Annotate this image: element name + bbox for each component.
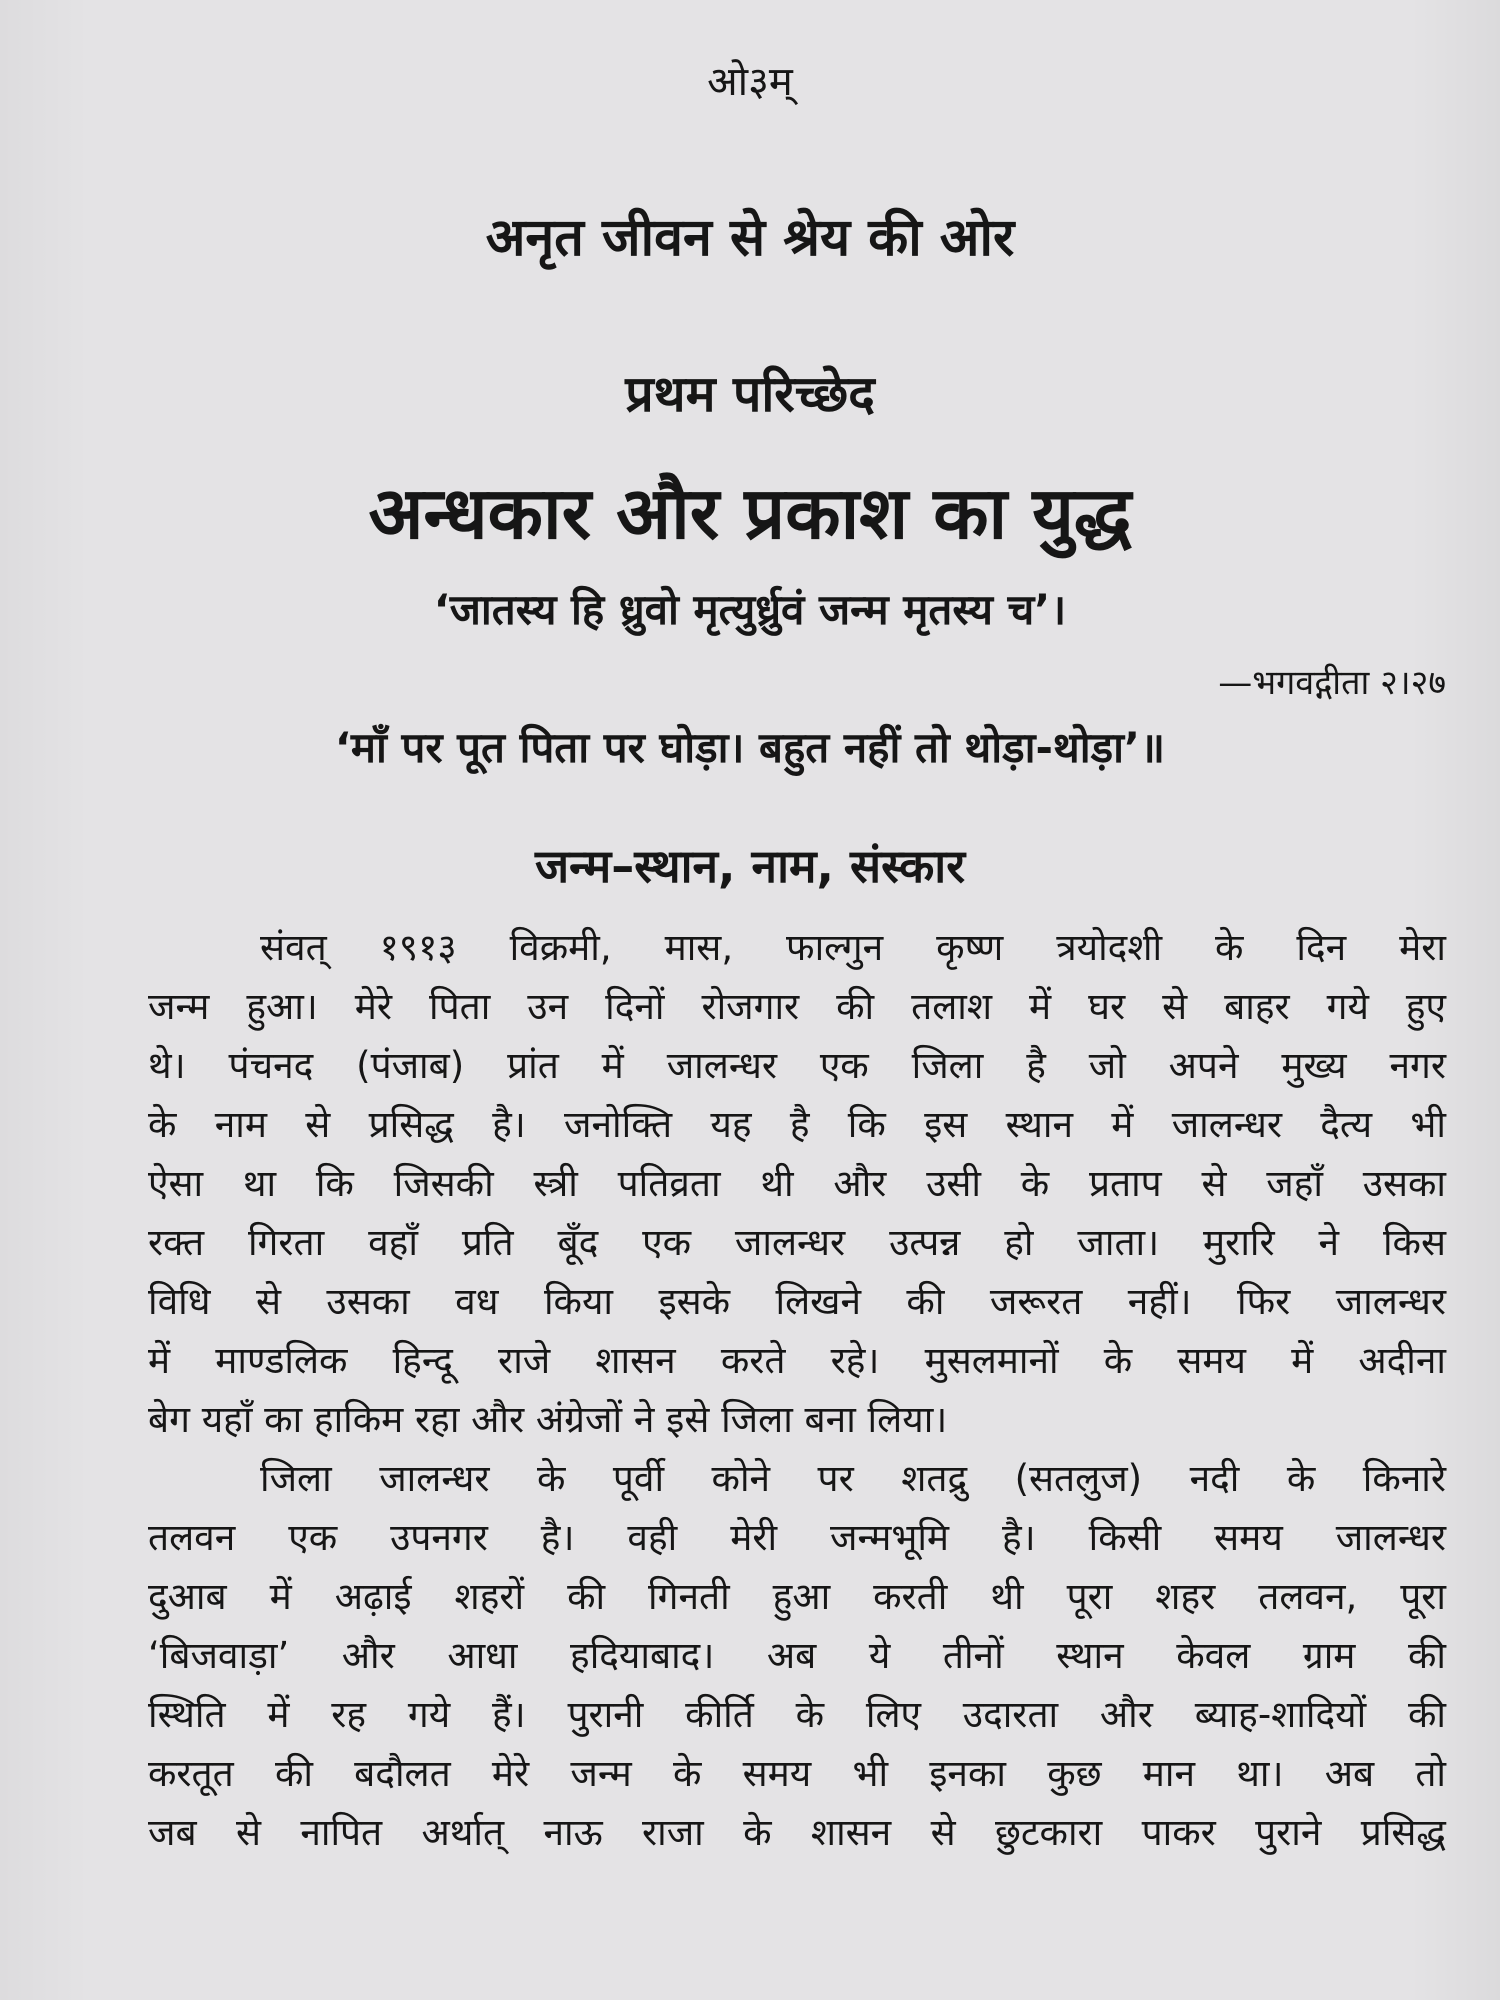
body-text	[36, 918, 1446, 1862]
text-line: थे। पंचनद (पंजाब) प्रांत में जालन्धर एक जिला है जो अपने मुख्य नगर	[148, 1044, 1446, 1087]
text-line: जिला जालन्धर के पूर्वी कोने पर शतद्रु (सतलुज) नदी के किनारे	[260, 1457, 1446, 1500]
text-line: स्थिति में रह गये हैं। पुरानी कीर्ति के लिए उदारता और ब्याह-शादियों की	[148, 1693, 1446, 1736]
chapter-label: प्रथम परिच्छेद	[625, 365, 875, 423]
text-line: करतूत की बदौलत मेरे जन्म के समय भी इनका कुछ मान था। अब तो	[148, 1752, 1446, 1795]
text-line: जन्म हुआ। मेरे पिता उन दिनों रोजगार की तलाश में घर से बाहर गये हुए	[148, 985, 1446, 1028]
text-line: के नाम से प्रसिद्ध है। जनोक्ति यह है कि इस स्थान में जालन्धर दैत्य भी	[148, 1103, 1446, 1146]
epigraph-gita-source: —भगवद्गीता २।२७	[1218, 663, 1446, 703]
text-line: ‘बिजवाड़ा’ और आधा हदियाबाद। अब ये तीनों स्थान केवल ग्राम की	[148, 1634, 1446, 1677]
chapter-title: अन्धकार और प्रकाश का युद्ध	[368, 471, 1132, 555]
book-title: अनृत जीवन से श्रेय की ओर	[485, 208, 1015, 268]
section-heading: जन्म–स्थान, नाम, संस्कार	[534, 839, 966, 893]
text-line: में माण्डलिक हिन्दू राजे शासन करते रहे। मुसलमानों के समय में अदीना	[148, 1339, 1446, 1382]
text-line: संवत् १९१३ विक्रमी, मास, फाल्गुन कृष्ण त्रयोदशी के दिन मेरा	[260, 926, 1446, 969]
text-line: रक्त गिरता वहाँ प्रति बूँद एक जालन्धर उत्पन्न हो जाता। मुरारि ने किस	[148, 1221, 1446, 1264]
text-line: दुआब में अढ़ाई शहरों की गिनती हुआ करती थी पूरा शहर तलवन, पूरा	[148, 1575, 1446, 1618]
text-line: बेग यहाँ का हाकिम रहा और अंग्रेजों ने इसे जिला बना लिया।	[148, 1398, 948, 1441]
invocation-om: ओ३म्	[707, 59, 793, 105]
text-line: जब से नापित अर्थात् नाऊ राजा के शासन से छुटकारा पाकर पुराने प्रसिद्ध	[148, 1811, 1446, 1854]
epigraph-proverb: ‘माँ पर पूत पिता पर घोड़ा। बहुत नहीं तो थोड़ा-थोड़ा’॥	[334, 723, 1166, 772]
text-line: विधि से उसका वध किया इसके लिखने की जरूरत नहीं। फिर जालन्धर	[148, 1280, 1446, 1323]
epigraph-gita-quote: ‘जातस्य हि ध्रुवो मृत्युर्ध्रुवं जन्म मृतस्य च’।	[433, 585, 1067, 634]
text-line: तलवन एक उपनगर है। वही मेरी जन्मभूमि है। किसी समय जालन्धर	[148, 1516, 1446, 1559]
text-line: ऐसा था कि जिसकी स्त्री पतिव्रता थी और उसी के प्रताप से जहाँ उसका	[148, 1162, 1446, 1205]
paragraph-2	[36, 1449, 1446, 1862]
paragraph-1	[36, 918, 1446, 1449]
